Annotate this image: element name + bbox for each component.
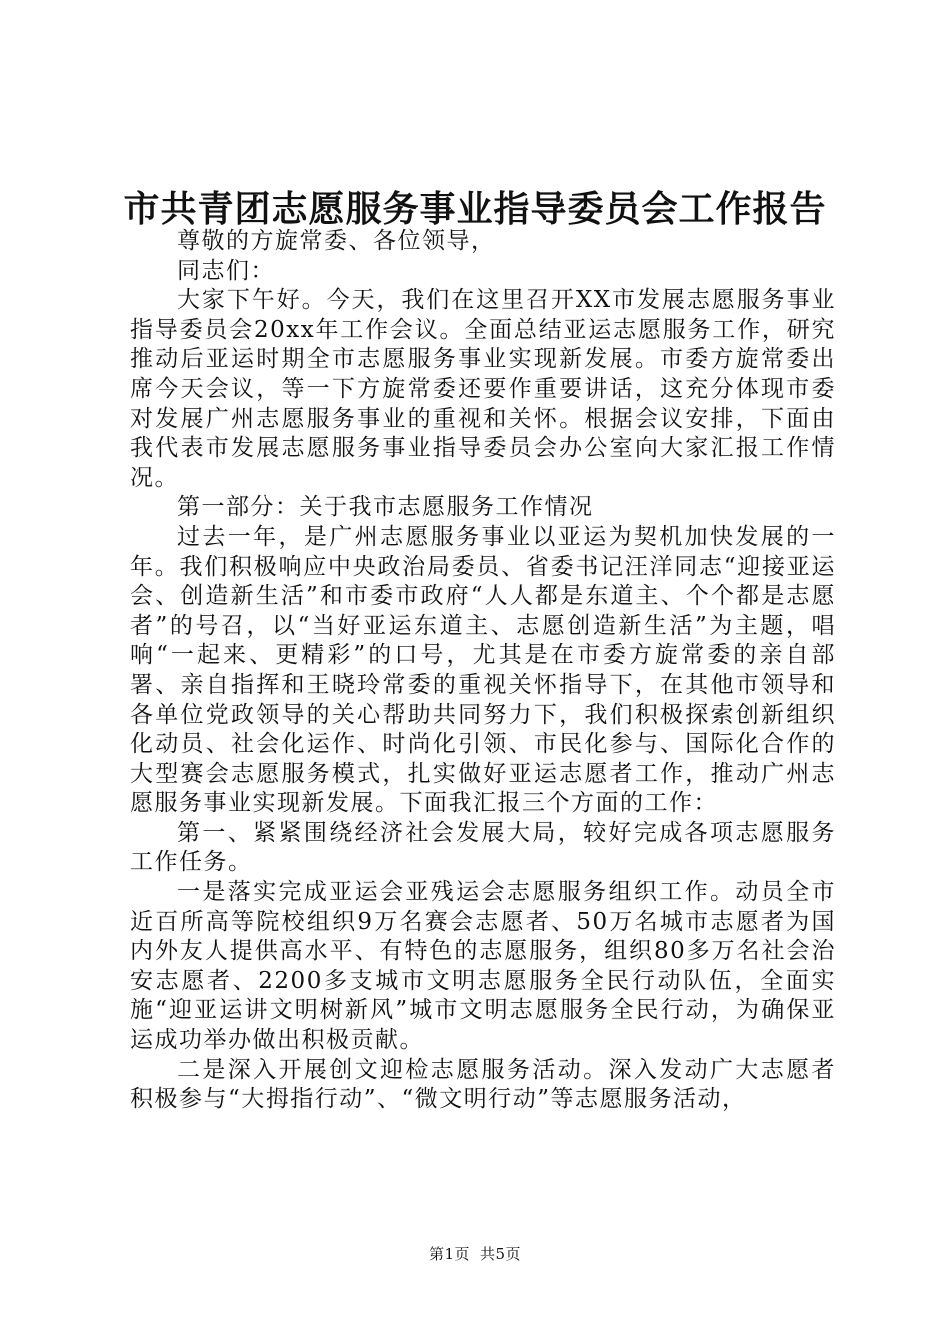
paragraph-opening: 大家下午好。今天，我们在这里召开XX市发展志愿服务事业指导委员会20xx年工作会议。全面总结亚运志愿服务工作，研究推动后亚运时期全市志愿服务事业实现新发展。市委方旋常委出席今天会议，等一下方旋常委还要作重要讲话，这充分体现市委对发展广州志愿服务事业的重视和关怀。根据会议安排，下面由我代表市发展志愿服务事业指导委员会办公室向大家汇报工作情况。 [130, 287, 836, 491]
page-footer [0, 1244, 950, 1264]
salutation-leaders: 尊敬的方旋常委、各位领导， [177, 228, 496, 254]
section-heading-part-one: 第一部分：关于我市志愿服务工作情况 [177, 494, 594, 521]
document-body [130, 227, 836, 1115]
salutation-comrades: 同志们： [177, 257, 275, 284]
page-number: 第1页 [428, 1245, 470, 1263]
subheading-first: 第一、紧紧围绕经济社会发展大局，较好完成各项志愿服务工作任务。 [130, 819, 836, 876]
page-total: 共5页 [480, 1245, 522, 1263]
paragraph-item-one: 一是落实完成亚运会亚残运会志愿服务组织工作。动员全市近百所高等院校组织9万名赛会志愿者、50万名城市志愿者为国内外友人提供高水平、有特色的志愿服务，组织80多万名社会治安志愿者、2200多支城市文明志愿服务全民行动队伍，全面实施“迎亚运讲文明树新风”城市文明志愿服务全民行动，为确保亚运成功举办做出积极贡献。 [130, 879, 836, 1054]
paragraph-item-two: 二是深入开展创文迎检志愿服务活动。深入发动广大志愿者积极参与“大拇指行动”、“微文明行动”等志愿服务活动， [130, 1056, 836, 1113]
paragraph-past-year: 过去一年，是广州志愿服务事业以亚运为契机加快发展的一年。我们积极响应中央政治局委员、省委书记汪洋同志“迎接亚运会、创造新生活”和市委市政府“人人都是东道主、个个都是志愿者”的号召，以“当好亚运东道主、志愿创造新生活”为主题，唱响“一起来、更精彩”的口号，尤其是在市委方旋常委的亲自部署、亲自指挥和王晓玲常委的重视关怀指导下，在其他市领导和各单位党政领导的关心帮助共同努力下，我们积极探索创新组织化动员、社会化运作、时尚化引领、市民化参与、国际化合作的大型赛会志愿服务模式，扎实做好亚运志愿者工作，推动广州志愿服务事业实现新发展。下面我汇报三个方面的工作： [130, 523, 836, 817]
document-title: 市共青团志愿服务事业指导委员会工作报告 [123, 188, 827, 230]
